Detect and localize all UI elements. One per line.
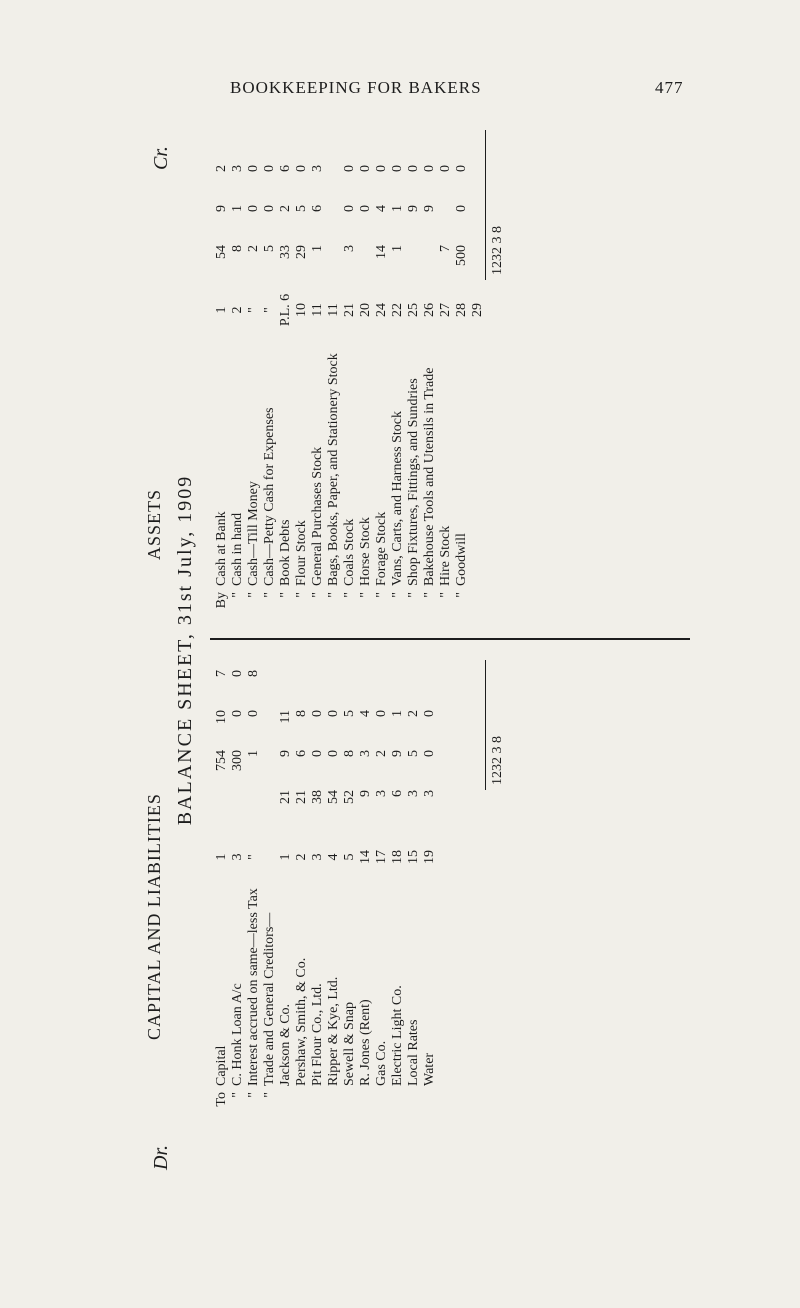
assets-total <box>490 226 506 275</box>
liabilities-row <box>374 650 390 1120</box>
row-ref: P.L. 6 <box>278 293 293 327</box>
assets-row <box>246 120 262 620</box>
row-label: Flour Stock <box>294 520 309 586</box>
liabilities-row <box>214 650 230 1120</box>
row-sub-amount <box>310 710 326 830</box>
pounds-cell: 500 <box>454 245 469 266</box>
row-prefix: To <box>214 1092 229 1107</box>
shillings-cell: 0 <box>230 710 245 717</box>
row-amount <box>294 135 310 285</box>
row-label: Jackson & Co. <box>278 1003 293 1086</box>
assets-row <box>294 120 310 620</box>
row-sub-amount <box>294 710 310 830</box>
pence-cell: 0 <box>374 165 389 172</box>
pence-cell: 4 <box>358 710 373 717</box>
pence-cell: 0 <box>390 165 405 172</box>
row-ref: 1 <box>214 306 229 314</box>
row-label: Pit Flour Co., Ltd. <box>310 983 325 1086</box>
row-label: Trade and General Creditors— <box>262 912 277 1086</box>
liabilities-row <box>278 650 294 1120</box>
row-ref: " <box>262 307 277 313</box>
pence-cell: 1 <box>390 710 405 717</box>
row-ref: 11 <box>326 303 341 317</box>
pounds-cell: 3 <box>406 790 421 797</box>
assets-row <box>262 120 278 620</box>
row-label: R. Jones (Rent) <box>358 999 373 1086</box>
pounds-cell: 54 <box>214 245 229 259</box>
row-sub-amount <box>358 710 374 830</box>
row-prefix: " <box>390 592 405 598</box>
liabilities-row <box>422 650 438 1120</box>
row-ref: 20 <box>358 303 373 317</box>
shillings-cell: 0 <box>358 205 373 212</box>
assets-row <box>390 120 406 620</box>
pounds-cell: 3 <box>374 790 389 797</box>
row-prefix: " <box>246 1092 261 1098</box>
liabilities-total-shillings: 3 <box>490 746 505 754</box>
assets-row <box>438 120 454 620</box>
pence-cell: 0 <box>454 165 469 172</box>
assets-row <box>358 120 374 620</box>
row-amount <box>214 135 230 285</box>
pounds-cell: 9 <box>358 790 373 797</box>
row-ref: " <box>246 307 261 313</box>
pounds-cell: 38 <box>310 790 325 804</box>
liabilities-total-pence: 8 <box>490 736 505 743</box>
shillings-cell: 5 <box>294 205 309 212</box>
row-label: Interest accrued on same—less Tax <box>246 888 261 1086</box>
liabilities-total <box>490 736 506 785</box>
row-label: Ripper & Kye, Ltd. <box>326 976 341 1086</box>
row-amount <box>406 135 422 285</box>
liabilities-row <box>358 650 374 1120</box>
pence-cell: 0 <box>422 710 437 717</box>
row-prefix: " <box>422 592 437 598</box>
row-amount <box>310 135 326 285</box>
row-ref: 1 <box>278 853 293 861</box>
row-label: Cash—Petty Cash for Expenses <box>262 407 277 586</box>
row-ref: 4 <box>326 853 341 861</box>
pence-cell: 0 <box>342 165 357 172</box>
assets-row <box>422 120 438 620</box>
row-label: Goodwill <box>454 533 469 586</box>
shillings-cell: 0 <box>262 205 277 212</box>
row-ref: 11 <box>310 303 325 317</box>
row-sub-amount <box>374 710 390 830</box>
row-prefix: " <box>438 592 453 598</box>
row-ref: 28 <box>454 303 469 317</box>
row-ref: " <box>246 854 261 860</box>
row-ref: 3 <box>230 853 245 861</box>
pounds-cell: 1 <box>246 750 261 757</box>
liabilities-row <box>294 650 310 1120</box>
row-amount <box>230 135 246 285</box>
pounds-cell: 5 <box>262 245 277 252</box>
running-head <box>0 78 800 108</box>
assets-row <box>454 120 470 620</box>
row-label: Bags, Books, Paper, and Stationery Stock <box>326 353 341 586</box>
pence-cell: 7 <box>214 670 229 677</box>
row-label: Cash in hand <box>230 512 245 586</box>
pounds-cell: 1 <box>310 245 325 252</box>
liabilities-row <box>326 650 342 1120</box>
liabilities-total-pounds: 1232 <box>490 757 505 785</box>
shillings-cell: 2 <box>278 205 293 212</box>
assets-row <box>470 120 486 620</box>
shillings-cell: 1 <box>390 205 405 212</box>
pounds-cell: 29 <box>294 245 309 259</box>
row-label: Cash—Till Money <box>246 481 261 586</box>
row-ref: 26 <box>422 303 437 317</box>
pence-cell: 3 <box>230 165 245 172</box>
shillings-cell: 9 <box>406 205 421 212</box>
row-label: Coals Stock <box>342 518 357 586</box>
row-ref: 15 <box>406 850 421 864</box>
pence-cell: 11 <box>278 710 293 724</box>
pounds-cell: 300 <box>230 750 245 771</box>
row-sub-amount <box>406 710 422 830</box>
assets-total-rule <box>485 130 486 280</box>
row-ref: 1 <box>214 853 229 861</box>
row-prefix: " <box>454 592 469 598</box>
pounds-cell: 1 <box>390 245 405 252</box>
row-label: Electric Light Co. <box>390 985 405 1086</box>
row-sub-amount <box>390 710 406 830</box>
row-prefix: " <box>358 592 373 598</box>
row-sub-amount <box>342 710 358 830</box>
liabilities-row <box>262 650 278 1120</box>
row-prefix: " <box>310 592 325 598</box>
assets-row <box>374 120 390 620</box>
shillings-cell: 9 <box>390 750 405 757</box>
pence-cell: 3 <box>310 165 325 172</box>
shillings-cell: 9 <box>214 205 229 212</box>
page-number: 477 <box>655 78 684 97</box>
row-amount <box>470 135 486 285</box>
row-prefix: " <box>294 592 309 598</box>
pounds-cell: 7 <box>438 245 453 252</box>
pence-cell: 6 <box>278 165 293 172</box>
shillings-cell: 8 <box>342 750 357 757</box>
row-ref: 2 <box>294 853 309 861</box>
row-label: Pershaw, Smith, & Co. <box>294 957 309 1086</box>
row-amount <box>358 135 374 285</box>
row-label: Cash at Bank <box>214 511 229 586</box>
liabilities-row <box>246 650 262 1120</box>
assets-row <box>406 120 422 620</box>
pence-cell: 0 <box>310 710 325 717</box>
row-prefix: " <box>262 592 277 598</box>
pence-cell: 5 <box>342 710 357 717</box>
assets-ledger <box>214 120 486 620</box>
row-ref: 18 <box>390 850 405 864</box>
pounds-cell: 14 <box>374 245 389 259</box>
pounds-cell: 54 <box>326 790 341 804</box>
assets-heading: ASSETS <box>144 488 164 560</box>
pounds-cell: 6 <box>390 790 405 797</box>
row-ref: 25 <box>406 303 421 317</box>
row-prefix: " <box>230 1092 245 1098</box>
row-prefix: By <box>214 592 229 609</box>
balance-sheet <box>140 120 710 1180</box>
liabilities-row <box>406 650 422 1120</box>
shillings-cell: 1 <box>230 205 245 212</box>
pence-cell: 0 <box>246 165 261 172</box>
row-prefix: " <box>230 592 245 598</box>
pence-cell: 8 <box>294 710 309 717</box>
liabilities-ledger <box>214 650 438 1120</box>
assets-row <box>214 120 230 620</box>
pounds-cell: 2 <box>246 245 261 252</box>
shillings-cell: 0 <box>342 205 357 212</box>
shillings-cell: 9 <box>422 205 437 212</box>
pounds-cell: 21 <box>278 790 293 804</box>
assets-total-pence: 8 <box>490 226 505 233</box>
pence-cell: 0 <box>358 165 373 172</box>
row-sub-amount <box>278 710 294 830</box>
row-amount <box>390 135 406 285</box>
row-amount <box>374 135 390 285</box>
row-sub-amount <box>326 710 342 830</box>
dr-label: Dr. <box>150 1144 172 1170</box>
row-label: Horse Stock <box>358 517 373 586</box>
row-label: Shop Fixtures, Fittings, and Sundries <box>406 378 421 586</box>
assets-row <box>310 120 326 620</box>
shillings-cell: 0 <box>326 750 341 757</box>
shillings-cell: 0 <box>246 205 261 212</box>
row-ref: 10 <box>294 303 309 317</box>
pence-cell: 0 <box>230 670 245 677</box>
pounds-cell: 52 <box>342 790 357 804</box>
sheet-title: BALANCE SHEET, 31st July, 1909 <box>174 474 196 826</box>
row-amount <box>438 135 454 285</box>
assets-row <box>278 120 294 620</box>
row-label: Bakehouse Tools and Utensils in Trade <box>422 367 437 586</box>
liabilities-row <box>310 650 326 1120</box>
row-amount <box>342 135 358 285</box>
row-label: Book Debts <box>278 519 293 586</box>
row-amount <box>230 660 246 790</box>
shillings-cell: 6 <box>310 205 325 212</box>
pounds-cell: 3 <box>422 790 437 797</box>
row-amount <box>422 135 438 285</box>
pence-cell: 0 <box>374 710 389 717</box>
pence-cell: 0 <box>406 165 421 172</box>
row-label: Local Rates <box>406 1019 421 1086</box>
row-sub-amount <box>422 710 438 830</box>
row-ref: 14 <box>358 850 373 864</box>
row-label: Sewell & Snap <box>342 1002 357 1086</box>
row-ref: 5 <box>342 853 357 861</box>
pence-cell: 2 <box>214 165 229 172</box>
shillings-cell: 3 <box>358 750 373 757</box>
assets-total-pounds: 1232 <box>490 247 505 275</box>
row-amount <box>454 135 470 285</box>
row-ref: 2 <box>230 306 245 314</box>
row-amount <box>326 135 342 285</box>
shillings-cell: 0 <box>454 205 469 212</box>
row-prefix: " <box>374 592 389 598</box>
shillings-cell: 0 <box>422 750 437 757</box>
row-ref: 3 <box>310 853 325 861</box>
running-title: BOOKKEEPING FOR BAKERS <box>230 78 482 97</box>
liabilities-heading: CAPITAL AND LIABILITIES <box>144 793 164 1040</box>
shillings-cell: 0 <box>310 750 325 757</box>
pence-cell: 0 <box>438 165 453 172</box>
row-ref: 21 <box>342 303 357 317</box>
pence-cell: 0 <box>262 165 277 172</box>
row-ref: 29 <box>470 303 485 317</box>
pence-cell: 2 <box>406 710 421 717</box>
liabilities-row <box>230 650 246 1120</box>
assets-row <box>230 120 246 620</box>
cr-label: Cr. <box>150 146 172 170</box>
row-label: Forage Stock <box>374 511 389 586</box>
row-amount <box>246 660 262 790</box>
row-amount <box>246 135 262 285</box>
pounds-cell: 33 <box>278 245 293 259</box>
row-prefix: " <box>406 592 421 598</box>
row-prefix: " <box>246 592 261 598</box>
pence-cell: 0 <box>294 165 309 172</box>
row-amount <box>262 660 278 790</box>
row-ref: 27 <box>438 303 453 317</box>
shillings-cell: 2 <box>374 750 389 757</box>
shillings-cell: 9 <box>278 750 293 757</box>
pence-cell: 0 <box>422 165 437 172</box>
pounds-cell: 21 <box>294 790 309 804</box>
row-ref: 24 <box>374 303 389 317</box>
pounds-cell: 754 <box>214 750 229 771</box>
assets-row <box>342 120 358 620</box>
row-label: Hire Stock <box>438 525 453 586</box>
center-divider <box>210 638 690 640</box>
row-label: Capital <box>214 1045 229 1086</box>
liabilities-row <box>390 650 406 1120</box>
shillings-cell: 6 <box>294 750 309 757</box>
liabilities-total-rule <box>485 660 486 790</box>
shillings-cell: 10 <box>214 710 229 724</box>
row-ref: 17 <box>374 850 389 864</box>
row-label: C. Honk Loan A/c <box>230 983 245 1086</box>
row-ref: 19 <box>422 850 437 864</box>
row-amount <box>214 660 230 790</box>
row-label: Water <box>422 1052 437 1086</box>
pounds-cell: 8 <box>230 245 245 252</box>
assets-row <box>326 120 342 620</box>
row-label: General Purchases Stock <box>310 446 325 586</box>
pence-cell: 0 <box>326 710 341 717</box>
pence-cell: 8 <box>246 670 261 677</box>
shillings-cell: 5 <box>406 750 421 757</box>
row-label: Gas Co. <box>374 1040 389 1086</box>
row-ref: 22 <box>390 303 405 317</box>
shillings-cell: 0 <box>246 710 261 717</box>
liabilities-row <box>342 650 358 1120</box>
pounds-cell: 3 <box>342 245 357 252</box>
row-prefix: " <box>262 1092 277 1098</box>
row-amount <box>278 135 294 285</box>
row-prefix: " <box>342 592 357 598</box>
row-label: Vans, Carts, and Harness Stock <box>390 411 405 586</box>
assets-total-shillings: 3 <box>490 236 505 244</box>
shillings-cell: 4 <box>374 205 389 212</box>
row-prefix: " <box>326 592 341 598</box>
row-amount <box>262 135 278 285</box>
row-prefix: " <box>278 592 293 598</box>
